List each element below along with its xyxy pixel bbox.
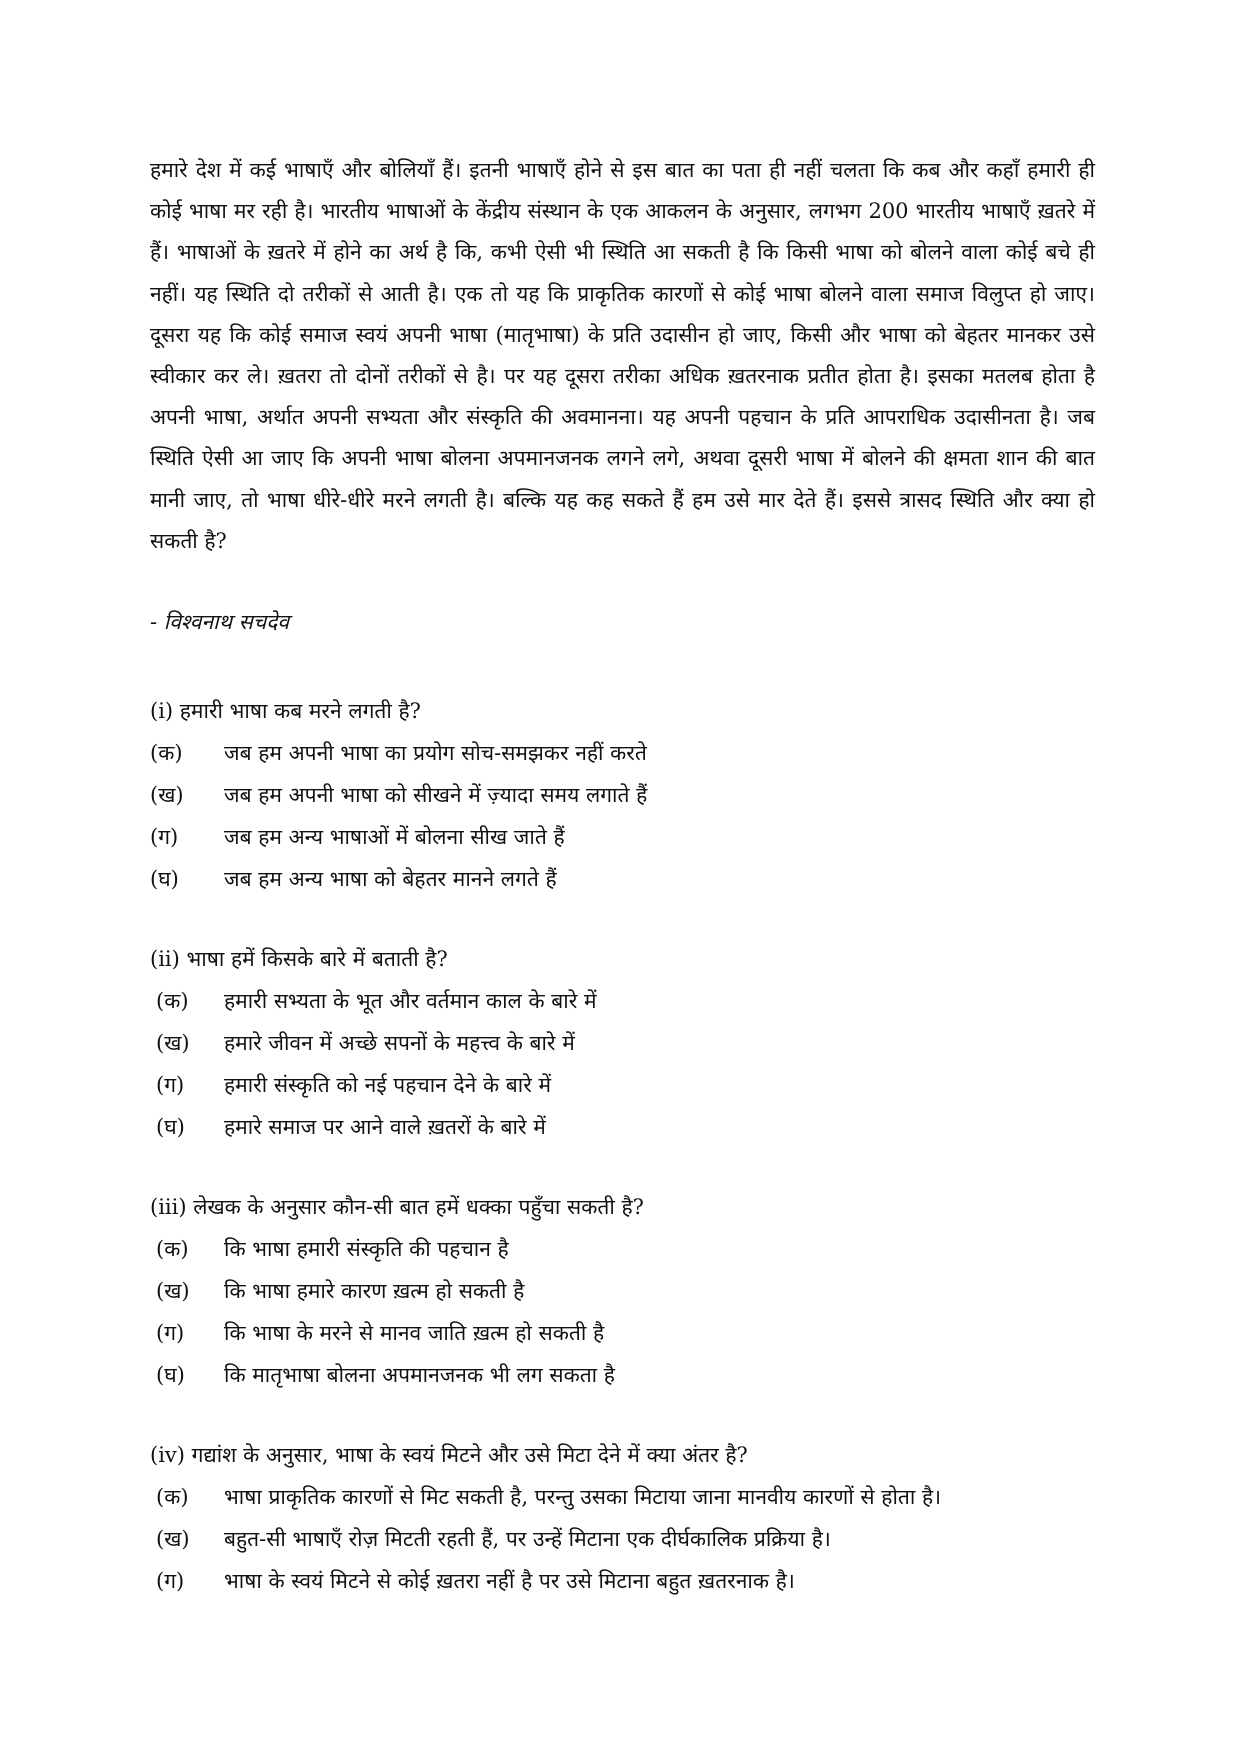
option-text: जब हम अन्य भाषा को बेहतर मानने लगते हैं — [224, 867, 557, 891]
author-credit: - विश्वनाथ सचदेव — [150, 610, 290, 634]
option-item — [150, 1228, 1095, 1270]
option-item — [150, 1354, 1095, 1396]
option-text: हमारी संस्कृति को नई पहचान देने के बारे में — [224, 1073, 552, 1097]
passage-text: हमारे देश में कई भाषाएँ और बोलियाँ हैं। इतनी भाषाएँ होने से इस बात का पता ही नहीं चलता कि कब और कहाँ हमारी ही कोई भाषा मर रही है। भारतीय भाषाओं के केंद्रीय संस्थान के एक आकलन के अनुसार, लगभग 200 भारतीय भाषाएँ ख़तरे में हैं। भाषाओं के ख़तरे में होने का अर्थ है कि, कभी ऐसी भी स्थिति आ सकती है कि किसी भाषा को बोलने वाला कोई बचे ही नहीं। यह स्थिति दो तरीकों से आती है। एक तो यह कि प्राकृतिक कारणों से कोई भाषा बोलने वाला समाज विलुप्त हो जाए। दूसरा यह कि कोई समाज स्वयं अपनी भाषा (मातृभाषा) के प्रति उदासीन हो जाए, किसी और भाषा को बेहतर मानकर उसे स्वीकार कर ले। ख़तरा तो दोनों तरीकों से है। पर यह दूसरा तरीका अधिक ख़तरनाक प्रतीत होता है। इसका मतलब होता है अपनी भाषा, अर्थात अपनी सभ्यता और संस्कृति की अवमानना। यह अपनी पहचान के प्रति आपराधिक उदासीनता है। जब स्थिति ऐसी आ जाए कि अपनी भाषा बोलना अपमानजनक लगने लगे, अथवा दूसरी भाषा में बोलने की क्षमता शान की बात मानी जाए, तो भाषा धीरे-धीरे मरने लगती है। बल्कि यह कह सकते हैं हम उसे मार देते हैं। इससे त्रासद स्थिति और क्या हो सकती है? — [150, 158, 1095, 553]
option-item — [150, 1270, 1095, 1312]
option-text: हमारे समाज पर आने वाले ख़तरों के बारे में — [224, 1115, 546, 1139]
option-list — [150, 980, 1095, 1148]
option-label: (क) — [150, 741, 183, 765]
option-text: कि भाषा हमारे कारण ख़त्म हो सकती है — [224, 1279, 525, 1303]
question-4 — [150, 1434, 1095, 1602]
option-item — [150, 1022, 1095, 1064]
option-text: जब हम अन्य भाषाओं में बोलना सीख जाते हैं — [224, 825, 565, 849]
option-text: कि भाषा के मरने से मानव जाति ख़त्म हो सकती है — [224, 1321, 605, 1345]
option-label: (ग) — [150, 825, 179, 849]
option-item — [150, 1518, 1095, 1560]
option-item — [150, 732, 1095, 774]
option-label: (क) — [156, 1237, 189, 1261]
option-text: कि भाषा हमारी संस्कृति की पहचान है — [224, 1237, 509, 1261]
option-item — [150, 1560, 1095, 1602]
option-label: (घ) — [156, 1115, 185, 1139]
option-label: (घ) — [156, 1363, 185, 1387]
option-item — [150, 980, 1095, 1022]
question-text: (i) हमारी भाषा कब मरने लगती है? — [150, 699, 421, 723]
question-text: (iii) लेखक के अनुसार कौन-सी बात हमें धक्का पहुँचा सकती है? — [150, 1195, 644, 1219]
option-item — [150, 858, 1095, 900]
question-1 — [150, 690, 1095, 900]
option-item — [150, 1312, 1095, 1354]
option-label: (ग) — [156, 1073, 185, 1097]
option-text: भाषा प्राकृतिक कारणों से मिट सकती है, परन्तु उसका मिटाया जाना मानवीय कारणों से होता है। — [224, 1485, 942, 1509]
option-item — [150, 816, 1095, 858]
option-list — [150, 732, 1095, 900]
question-3 — [150, 1186, 1095, 1396]
option-item — [150, 1064, 1095, 1106]
option-label: (ख) — [150, 783, 184, 807]
option-label: (ग) — [156, 1569, 185, 1593]
option-text: हमारी सभ्यता के भूत और वर्तमान काल के बारे में — [224, 989, 597, 1013]
option-text: जब हम अपनी भाषा का प्रयोग सोच-समझकर नहीं करते — [224, 741, 647, 765]
question-text: (iv) गद्यांश के अनुसार, भाषा के स्वयं मिटने और उसे मिटा देने में क्या अंतर है? — [150, 1443, 748, 1467]
option-list — [150, 1476, 1095, 1602]
option-label: (क) — [156, 1485, 189, 1509]
option-text: भाषा के स्वयं मिटने से कोई ख़तरा नहीं है पर उसे मिटाना बहुत ख़तरनाक है। — [224, 1569, 795, 1593]
option-text: कि मातृभाषा बोलना अपमानजनक भी लग सकता है — [224, 1363, 615, 1387]
option-label: (क) — [156, 989, 189, 1013]
option-item — [150, 1476, 1095, 1518]
option-item — [150, 1106, 1095, 1148]
option-label: (घ) — [150, 867, 179, 891]
option-list — [150, 1228, 1095, 1396]
option-label: (ख) — [156, 1279, 190, 1303]
option-text: बहुत-सी भाषाएँ रोज़ मिटती रहती हैं, पर उन्हें मिटाना एक दीर्घकालिक प्रक्रिया है। — [224, 1527, 831, 1551]
option-text: हमारे जीवन में अच्छे सपनों के महत्त्व के बारे में — [224, 1031, 575, 1055]
option-label: (ख) — [156, 1527, 190, 1551]
option-label: (ख) — [156, 1031, 190, 1055]
option-text: जब हम अपनी भाषा को सीखने में ज़्यादा समय लगाते हैं — [224, 783, 648, 807]
question-text: (ii) भाषा हमें किसके बारे में बताती है? — [150, 947, 448, 971]
option-item — [150, 774, 1095, 816]
option-label: (ग) — [156, 1321, 185, 1345]
question-2 — [150, 938, 1095, 1148]
